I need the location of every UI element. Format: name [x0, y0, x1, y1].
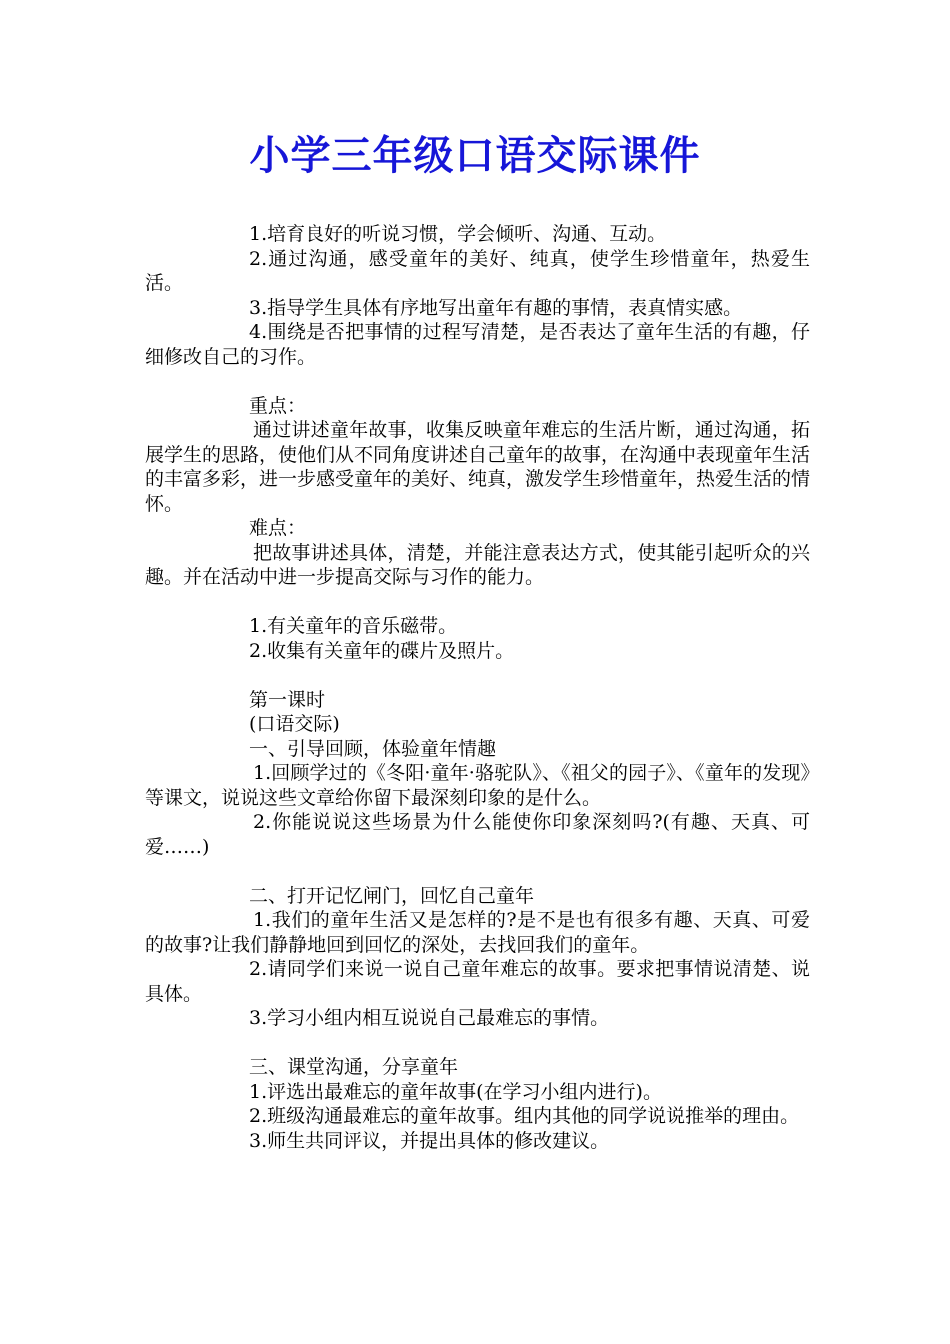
difficulty-label: 难点：: [249, 517, 307, 539]
material-item: 2.收集有关童年的碟片及照片。: [249, 639, 515, 662]
goal-item: 2.通过沟通，感受童年的美好、纯真，使学生珍惜童年，热爱生活。: [145, 247, 810, 294]
lesson-title: 第一课时: [249, 688, 326, 711]
section-heading: 二、打开记忆闸门，回忆自己童年: [249, 884, 535, 907]
section-heading: 一、引导回顾，体验童年情趣: [249, 737, 497, 760]
section-item: 1.回顾学过的《冬阳·童年·骆驼队》、《祖父的园子》、《童年的发现》等课文，说说这些文章给你留下最深刻印象的是什么。: [145, 762, 810, 809]
lesson-subtitle: (口语交际): [249, 713, 340, 735]
section-heading: 三、课堂沟通，分享童年: [249, 1056, 459, 1078]
material-item: 1.有关童年的音乐磁带。: [249, 615, 458, 637]
spacer: [145, 859, 810, 884]
section-item: 2.请同学们来说一说自己童年难忘的故事。要求把事情说清楚、说具体。: [145, 958, 810, 1005]
goal-item: 1.培育良好的听说习惯，学会倾听、沟通、互动。: [249, 223, 667, 245]
section-item: 2.你能说说这些场景为什么能使你印象深刻吗?(有趣、天真、可爱……): [145, 811, 810, 858]
goal-item: 3.指导学生具体有序地写出童年有趣的事情，表真情实感。: [249, 296, 743, 319]
section-item: 1.我们的童年生活又是怎样的?是不是也有很多有趣、天真、可爱的故事?让我们静静地回到回忆的深处，去找回我们的童年。: [145, 909, 810, 956]
goal-item: 4.围绕是否把事情的过程写清楚，是否表达了童年生活的有趣，仔细修改自己的习作。: [145, 321, 810, 368]
difficulty-text: 把故事讲述具体，清楚，并能注意表达方式，使其能引起听众的兴趣。并在活动中进一步提高交际与习作的能力。: [145, 541, 810, 588]
document-body: [145, 222, 810, 1153]
section-item: 3.学习小组内相互说说自己最难忘的事情。: [249, 1007, 610, 1029]
spacer: [145, 369, 810, 394]
spacer: [145, 1031, 810, 1056]
document-title: 小学三年级口语交际课件: [249, 132, 701, 179]
section-item: 3.师生共同评议，并提出具体的修改建议。: [249, 1129, 610, 1152]
section-item: 2.班级沟通最难忘的童年故事。组内其他的同学说说推举的理由。: [249, 1105, 800, 1127]
key-point-label: 重点：: [249, 394, 307, 417]
spacer: [145, 590, 810, 615]
section-item: 1.评选出最难忘的童年故事(在学习小组内进行)。: [249, 1080, 662, 1103]
key-point-text: 通过讲述童年故事，收集反映童年难忘的生活片断，通过沟通，拓展学生的思路，使他们从不同角度讲述自己童年的故事，在沟通中表现童年生活的丰富多彩，进一步感受童年的美好、纯真，激发学生珍惜童年，热爱生活的情怀。: [145, 419, 811, 515]
spacer: [145, 663, 810, 688]
